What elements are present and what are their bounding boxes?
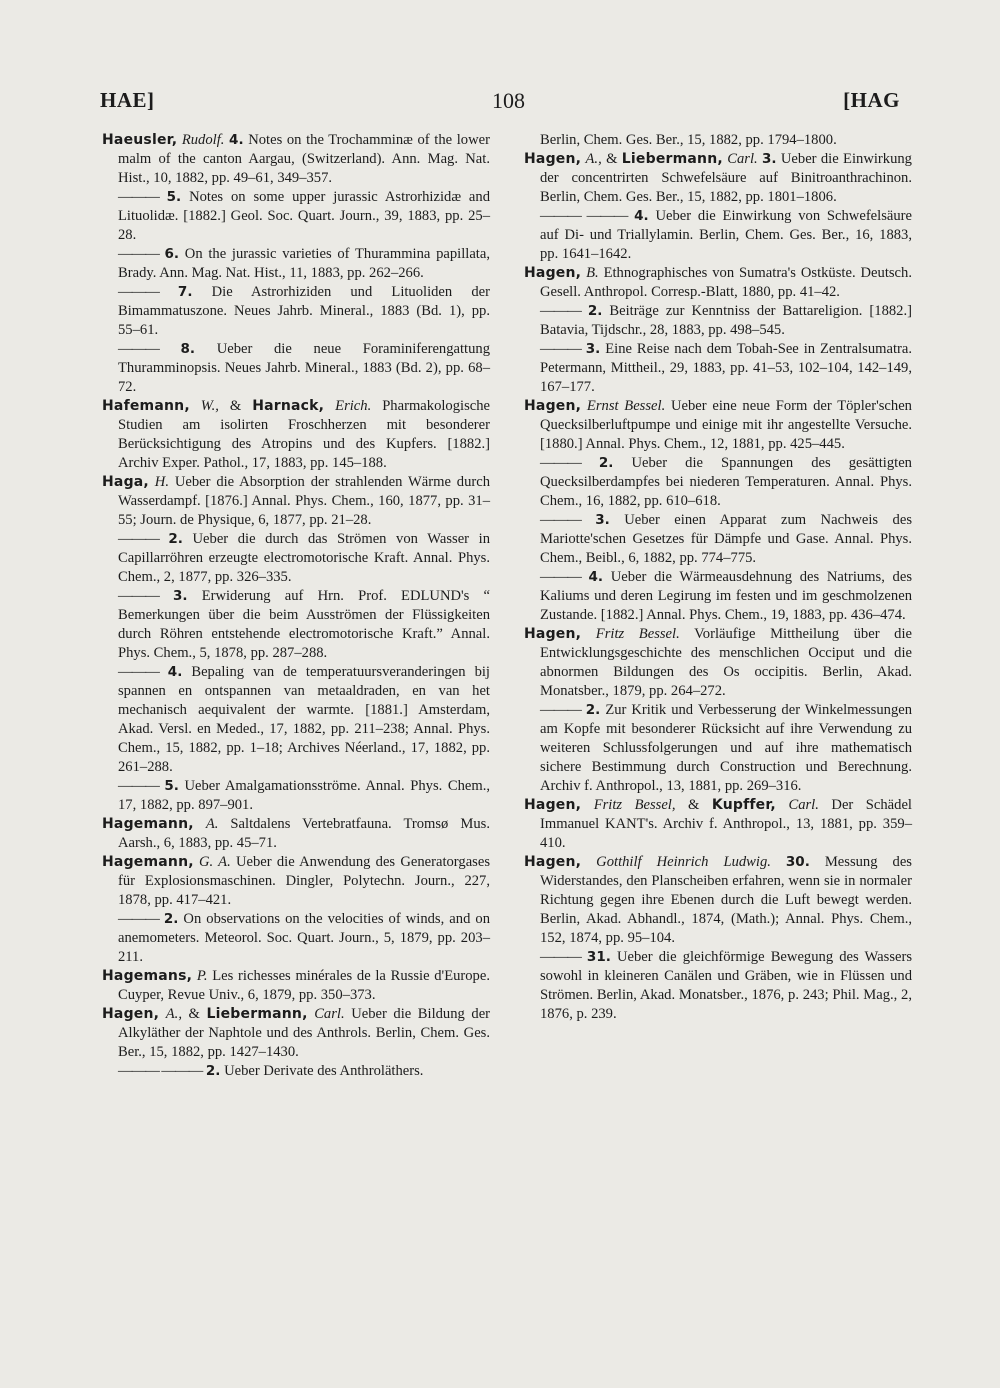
bibliography-entry	[102, 188, 490, 245]
entry-text: Der Schädel Immanuel KANT's. Archiv f. Anthropol., 13, 1881, pp. 359–410.	[540, 797, 912, 851]
entry-text: Ueber die Absorption der strahlenden Wärme durch Wasserdampf. [1876.] Annal. Phys. Chem., 160, 1877, pp. 31–55; Journ. de Physique, 6, 1877, pp. 21–28.	[118, 474, 491, 528]
ditto-dash: ———	[118, 246, 159, 262]
ditto-dash: ———	[118, 531, 159, 547]
entry-text: Vorläufige Mittheilung über die Entwicklungsgeschichte des menschlichen Occiput und die abnormen Bildungen des Os occipitis. Berlin, Akad. Monatsber., 1879, pp. 264–272.	[540, 626, 913, 699]
right-column	[524, 131, 912, 1024]
author-name: Hagemans,	[102, 968, 193, 984]
entry-text: Ueber die Anwendung des Generatorgases für Explosionsmaschinen. Dingler, Polytechn. Journ., 227, 1878, pp. 417–421.	[118, 854, 491, 908]
ditto-dash: ———	[118, 189, 159, 205]
ditto-dash: ———	[118, 588, 159, 604]
page-number: 108	[492, 88, 525, 113]
entry-number: 4.	[167, 664, 183, 680]
coauthor-given-name: Carl.	[788, 797, 819, 813]
author-given-name: B.	[586, 265, 599, 281]
bibliography-entry	[102, 473, 490, 530]
bibliography-entry	[102, 967, 490, 1005]
ditto-dash: ———	[540, 949, 581, 965]
bibliography-entry	[524, 511, 912, 568]
entry-text: Ueber eine neue Form der Töpler'schen Quecksilberluftpumpe und einige mit ihr angestellte Versuche. [1880.] Annal. Phys. Chem., 12, 1881, pp. 425–445.	[540, 398, 912, 452]
bibliography-entry	[102, 910, 490, 967]
ampersand: &	[188, 1006, 200, 1022]
entry-number: 8.	[180, 341, 195, 357]
running-head	[100, 88, 900, 118]
entry-number: 2.	[598, 455, 614, 471]
entry-number: 5.	[166, 189, 182, 205]
bibliography-entry	[524, 340, 912, 397]
ditto-dash: ———	[540, 341, 581, 357]
entry-text: Ueber die gleichförmige Bewegung des Wassers sowohl in kleineren Canälen und Gräben, wie in Flüssen und Strömen. Berlin, Akad. Monatsber., 1876, p. 243; Phil. Mag., 2, 1876, p. 239.	[540, 949, 913, 1022]
entry-text: Die Astrorhiziden und Lituoliden der Bimammatuszone. Neues Jahrb. Mineral., 1883 (Bd. 1), pp. 55–61.	[118, 284, 490, 338]
entry-text: Ueber die neue Foraminiferengattung Thuramminopsis. Neues Jahrb. Mineral., 1883 (Bd. 2), pp. 68–72.	[118, 341, 490, 395]
author-given-name: W.,	[200, 398, 219, 414]
bibliography-entry	[524, 853, 912, 948]
bibliography-entry	[102, 530, 490, 587]
author-name: Hagen,	[102, 1006, 160, 1022]
coauthor-name: Liebermann,	[206, 1006, 308, 1022]
ampersand: &	[688, 797, 700, 813]
author-name: Haeusler,	[102, 132, 178, 148]
author-name: Hafemann,	[102, 398, 190, 414]
bibliography-entry	[524, 397, 912, 454]
entry-text: On the jurassic varieties of Thurammina papillata, Brady. Ann. Mag. Nat. Hist., 11, 1883, pp. 262–266.	[118, 246, 490, 281]
ditto-dash: ———	[540, 455, 581, 471]
entry-text: Berlin, Chem. Ges. Ber., 15, 1882, pp. 1794–1800.	[540, 132, 837, 148]
bibliography-entry	[102, 245, 490, 283]
ditto-dash: ——— ———	[540, 208, 628, 224]
running-head-left: HAE]	[100, 88, 155, 112]
entry-text: Erwiderung auf Hrn. Prof. EDLUND's “ Bemerkungen über die beim Ausströmen der Flüssigkeiten durch Röhren entstehende electromotorische Kraft.” Annal. Phys. Chem., 5, 1878, pp. 287–288.	[118, 588, 490, 661]
ampersand: &	[229, 398, 242, 414]
entry-number: 2.	[163, 911, 179, 927]
ditto-dash: ——— ———	[118, 1063, 203, 1079]
author-name: Haga,	[102, 474, 149, 490]
entry-number: 7.	[177, 284, 193, 300]
bibliography-entry	[524, 948, 912, 1024]
entry-number: 4.	[229, 132, 244, 148]
bibliography-entry	[524, 207, 912, 264]
author-given-name: G. A.	[199, 854, 231, 870]
bibliography-entry	[524, 701, 912, 796]
coauthor-name: Liebermann,	[621, 151, 723, 167]
bibliography-entry	[524, 796, 912, 853]
entry-text: Ueber die durch das Strömen von Wasser in Capillarröhren erzeugte electromotorische Kraft. Annal. Phys. Chem., 2, 1877, pp. 326–335.	[118, 531, 490, 585]
coauthor-name: Harnack,	[252, 398, 325, 414]
ditto-dash: ———	[118, 911, 159, 927]
entry-number: 3.	[172, 588, 188, 604]
entry-text: Ueber die Bildung der Alkyläther der Naphtole und des Anthrols. Berlin, Chem. Ges. Ber., 15, 1882, pp. 1427–1430.	[118, 1006, 491, 1060]
running-head-right: [HAG	[843, 88, 900, 112]
entry-text: Ueber die Spannungen des gesättigten Quecksilberdampfes bei niederen Temperaturen. Annal. Phys. Chem., 16, 1882, pp. 610–618.	[540, 455, 912, 509]
left-column	[102, 131, 490, 1081]
entry-text: Notes on the Trochamminæ of the lower malm of the canton Aargau, (Switzerland). Ann. Mag. Nat. Hist., 10, 1882, pp. 49–61, 349–357.	[118, 132, 490, 186]
author-name: Hagen,	[524, 797, 582, 813]
author-name: Hagen,	[524, 151, 582, 167]
entry-text: Ueber Derivate des Anthroläthers.	[224, 1063, 424, 1079]
entry-number: 4.	[588, 569, 604, 585]
entry-number: 5.	[164, 778, 179, 794]
ditto-dash: ———	[118, 664, 159, 680]
entry-text: Notes on some upper jurassic Astrorhizidæ and Lituolidæ. [1882.] Geol. Soc. Quart. Journ., 39, 1883, pp. 25–28.	[118, 189, 490, 243]
author-name: Hagen,	[524, 398, 582, 414]
entry-text: Les richesses minérales de la Russie d'Europe. Cuyper, Revue Univ., 6, 1879, pp. 350–373.	[118, 968, 490, 1003]
entry-text: Saltdalens Vertebratfauna. Tromsø Mus. Aarsh., 6, 1883, pp. 45–71.	[118, 816, 490, 851]
author-given-name: A.,	[585, 151, 602, 167]
entry-number: 3.	[585, 341, 601, 357]
entry-text: Ueber die Wärmeausdehnung des Natriums, des Kaliums und deren Legirung im festen und im geschmolzenen Zustande. [1882.] Annal. Phys. Chem., 19, 1883, pp. 436–474.	[540, 569, 913, 623]
bibliography-entry	[524, 264, 912, 302]
ditto-dash: ———	[118, 341, 159, 357]
author-name: Hagen,	[524, 854, 582, 870]
entry-number: 3.	[762, 151, 777, 167]
bibliography-entry	[524, 131, 912, 150]
entry-number: 30.	[785, 854, 810, 870]
bibliography-entry	[524, 302, 912, 340]
entry-text: Eine Reise nach dem Tobah-See in Zentralsumatra. Petermann, Mittheil., 29, 1883, pp. 41–53, 102–104, 142–149, 167–177.	[540, 341, 912, 395]
bibliography-entry	[102, 283, 490, 340]
entry-text: Ueber die Einwirkung von Schwefelsäure auf Di- und Triallylamin. Berlin, Chem. Ges. Ber., 16, 1883, pp. 1641–1642.	[540, 208, 912, 262]
entry-number: 3.	[595, 512, 610, 528]
bibliography-entry	[102, 663, 490, 777]
ditto-dash: ———	[540, 512, 581, 528]
ditto-dash: ———	[540, 303, 581, 319]
author-given-name: Fritz Bessel.	[595, 626, 680, 642]
bibliography-entry	[524, 454, 912, 511]
entry-number: 2.	[587, 303, 603, 319]
bibliography-entry	[102, 340, 490, 397]
author-name: Hagemann,	[102, 854, 194, 870]
entry-number: 2.	[205, 1063, 221, 1079]
author-given-name: A.,	[165, 1006, 182, 1022]
entry-number: 2.	[585, 702, 601, 718]
bibliography-entry	[102, 777, 490, 815]
bibliography-entry	[102, 1005, 490, 1062]
entry-number: 2.	[168, 531, 183, 547]
entry-text: Ueber einen Apparat zum Nachweis des Mariotte'schen Gesetzes für Dämpfe und Gase. Annal. Phys. Chem., Beibl., 6, 1882, pp. 774–775.	[540, 512, 912, 566]
entry-text: Ethnographisches von Sumatra's Ostküste. Deutsch. Gesell. Anthropol. Corresp.-Blatt, 1880, pp. 41–42.	[540, 265, 912, 300]
author-given-name: Gotthilf Heinrich Ludwig.	[596, 854, 771, 870]
entry-text: Bepaling van de temperatuursveranderingen bij spannen en ontspannen van metaaldraden, en van het mechanisch aequivalent der warmte. [1881.] Amsterdam, Akad. Versl. en Meded., 17, 1882, pp. 211–238; Annal. Phys. Chem., 15, 1882, pp. 1–18; Archives Néerland., 17, 1882, pp. 261–288.	[118, 664, 490, 775]
bibliography-entry	[102, 397, 490, 473]
ditto-dash: ———	[540, 702, 581, 718]
author-name: Hagemann,	[102, 816, 194, 832]
bibliography-entry	[102, 815, 490, 853]
entry-number: 6.	[164, 246, 180, 262]
bibliography-entry	[524, 568, 912, 625]
ditto-dash: ———	[118, 778, 159, 794]
ampersand: &	[606, 151, 618, 167]
author-given-name: A.	[205, 816, 219, 832]
bibliography-entry	[524, 625, 912, 701]
author-given-name: Fritz Bessel,	[593, 797, 676, 813]
entry-number: 31.	[586, 949, 611, 965]
entry-text: Pharmakologische Studien am isolirten Froschherzen mit besonderer Berücksichtigung des Atropins und des Kupfers. [1882.] Archiv Exper. Pathol., 17, 1883, pp. 145–188.	[118, 398, 490, 471]
author-given-name: P.	[196, 968, 208, 984]
coauthor-given-name: Erich.	[335, 398, 372, 414]
author-given-name: Rudolf.	[181, 132, 225, 148]
bibliography-entry	[102, 587, 490, 663]
bibliography-entry	[102, 1062, 490, 1081]
entry-text: Messung des Widerstandes, den Planscheiben erfahren, wenn sie in normaler Richtung gegen ihre Ebenen durch die Luft bewegt werden. Berlin, Akad. Abhandl., 1874, (Math.); Annal. Phys. Chem., 152, 1874, pp. 95–104.	[540, 854, 912, 946]
entry-text: Beiträge zur Kenntniss der Battareligion. [1882.] Batavia, Tijdschr., 28, 1883, pp. 498–545.	[540, 303, 912, 338]
coauthor-name: Kupffer,	[711, 797, 776, 813]
bibliography-entry	[102, 853, 490, 910]
author-name: Hagen,	[524, 265, 582, 281]
author-given-name: H.	[154, 474, 169, 490]
ditto-dash: ———	[118, 284, 159, 300]
bibliography-entry	[102, 131, 490, 188]
ditto-dash: ———	[540, 569, 581, 585]
coauthor-given-name: Carl.	[727, 151, 758, 167]
entry-text: Ueber die Einwirkung der concentrirten Schwefelsäure auf Binitroanthrachinon. Berlin, Chem. Ges. Ber., 15, 1882, pp. 1801–1806.	[540, 151, 912, 205]
entry-text: Ueber Amalgamationsströme. Annal. Phys. Chem., 17, 1882, pp. 897–901.	[118, 778, 490, 813]
entry-text: On observations on the velocities of winds, and on anemometers. Meteorol. Soc. Quart. Journ., 5, 1879, pp. 203–211.	[118, 911, 490, 965]
bibliography-entry	[524, 150, 912, 207]
author-given-name: Ernst Bessel.	[586, 398, 666, 414]
entry-text: Zur Kritik und Verbesserung der Winkelmessungen am Kopfe mit besonderer Rücksicht auf ihre Verwendung zu weiteren Schlussfolgerungen und auf ihre mathematisch sichere Bestimmung durch Construction und Berechnung. Archiv f. Anthropol., 13, 1881, pp. 269–316.	[540, 702, 913, 794]
entry-number: 4.	[634, 208, 649, 224]
author-name: Hagen,	[524, 626, 582, 642]
coauthor-given-name: Carl.	[314, 1006, 345, 1022]
